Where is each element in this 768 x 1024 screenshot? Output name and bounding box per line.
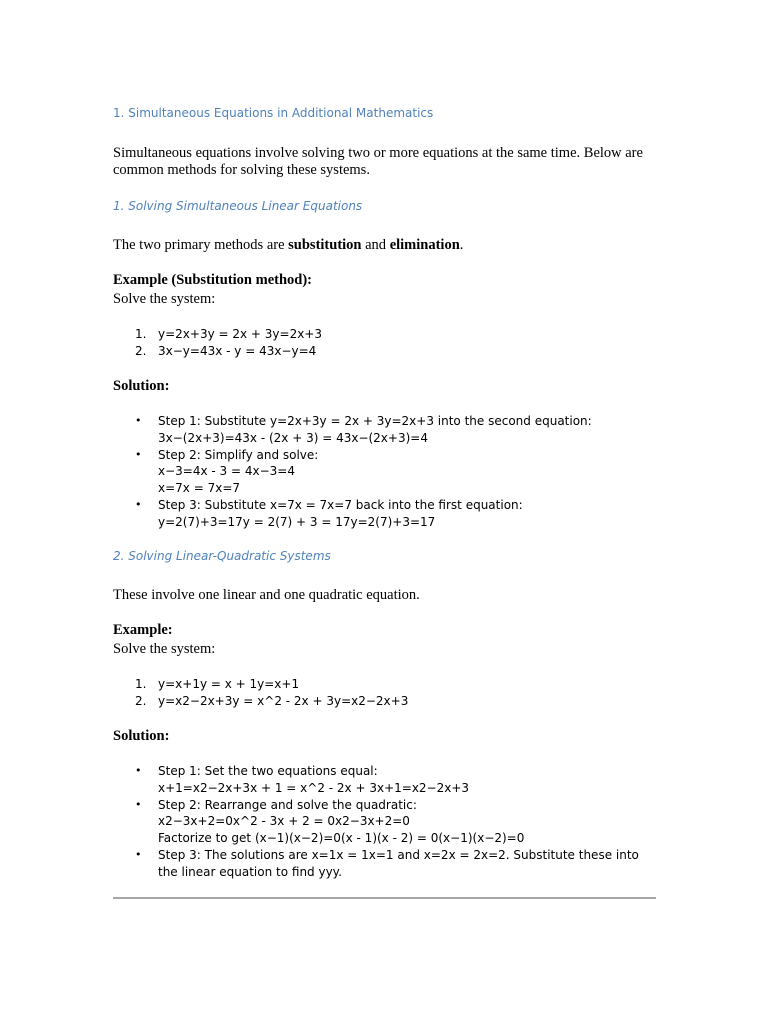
list-number: 1. bbox=[135, 677, 147, 691]
equation-text: y=x+1y = x + 1y=x+1 bbox=[158, 677, 300, 691]
document-title: 1. Simultaneous Equations in Additional Mathematics bbox=[113, 106, 434, 120]
intro-paragraph: Simultaneous equations involve solving two or more equations at the same time. Below are common methods for solving these systems. bbox=[113, 145, 643, 178]
solve1-label: Solve the system: bbox=[113, 291, 216, 307]
list-item bbox=[113, 763, 658, 797]
methods-and: and bbox=[361, 237, 390, 253]
section2-heading: 2. Solving Linear-Quadratic Systems bbox=[113, 549, 331, 563]
section2-equation-list bbox=[113, 676, 658, 710]
step-line: Factorize to get (x−1)(x−2)=0(x - 1)(x - 2) = 0(x−1)(x−2)=0 bbox=[158, 831, 525, 846]
step-line: Step 1: Set the two equations equal: bbox=[158, 764, 378, 778]
solve2-label: Solve the system: bbox=[113, 641, 216, 657]
list-item bbox=[113, 797, 658, 847]
list-item bbox=[113, 447, 658, 497]
step-line: x=7x = 7x=7 bbox=[158, 481, 241, 496]
section1-equation-list bbox=[113, 326, 658, 360]
list-item bbox=[113, 343, 658, 360]
step-line: Step 3: The solutions are x=1x = 1x=1 and x=2x = 2x=2. Substitute these into the linear equation to find yyy. bbox=[158, 847, 639, 879]
section2-steps-list bbox=[113, 763, 658, 881]
method-elimination: elimination bbox=[389, 237, 460, 253]
step-line: x−3=4x - 3 = 4x−3=4 bbox=[158, 464, 295, 479]
list-item bbox=[113, 676, 658, 693]
equation-text: y=2x+3y = 2x + 3y=2x+3 bbox=[158, 327, 323, 341]
bullet: • bbox=[135, 497, 142, 511]
bullet: • bbox=[135, 847, 142, 861]
step-line: Step 2: Simplify and solve: bbox=[158, 447, 319, 462]
step-line: 3x−(2x+3)=43x - (2x + 3) = 43x−(2x+3)=4 bbox=[158, 430, 428, 445]
example2-label: Example: bbox=[113, 622, 173, 638]
step-line: y=2(7)+3=17y = 2(7) + 3 = 17y=2(7)+3=17 bbox=[158, 514, 436, 529]
solution1-label: Solution: bbox=[113, 378, 170, 394]
bullet: • bbox=[135, 764, 142, 777]
list-number: 2. bbox=[135, 343, 147, 358]
list-item bbox=[113, 413, 658, 447]
list-item bbox=[113, 497, 658, 531]
methods-suffix: . bbox=[459, 237, 464, 253]
step-line: Step 1: Substitute y=2x+3y = 2x + 3y=2x+3 into the second equation: bbox=[158, 414, 592, 428]
equation-text: 3x−y=43x - y = 43x−y=4 bbox=[158, 343, 317, 358]
step-line: Step 3: Substitute x=7x = 7x=7 back into the first equation: bbox=[158, 497, 523, 512]
step-line: x+1=x2−2x+3x + 1 = x^2 - 2x + 3x+1=x2−2x+3 bbox=[158, 780, 470, 795]
list-number: 1. bbox=[135, 327, 147, 341]
methods-prefix: The two primary methods are bbox=[113, 237, 289, 253]
list-number: 2. bbox=[135, 693, 147, 708]
section1-heading: 1. Solving Simultaneous Linear Equations bbox=[113, 199, 363, 213]
section1-steps-list bbox=[113, 413, 658, 531]
list-item bbox=[113, 693, 658, 710]
example1-label: Example (Substitution method): bbox=[113, 272, 312, 288]
method-substitution: substitution bbox=[288, 237, 362, 253]
bullet: • bbox=[135, 447, 142, 461]
equation-text: y=x2−2x+3y = x^2 - 2x + 3y=x2−2x+3 bbox=[158, 693, 409, 708]
section2-intro: These involve one linear and one quadratic equation. bbox=[113, 587, 420, 603]
methods-paragraph bbox=[113, 237, 658, 254]
horizontal-rule bbox=[113, 897, 656, 899]
bullet: • bbox=[135, 797, 142, 811]
list-item bbox=[113, 326, 658, 343]
list-item bbox=[113, 847, 658, 881]
step-line: x2−3x+2=0x^2 - 3x + 2 = 0x2−3x+2=0 bbox=[158, 814, 410, 829]
solution2-label: Solution: bbox=[113, 728, 170, 744]
bullet: • bbox=[135, 414, 142, 427]
step-line: Step 2: Rearrange and solve the quadratic: bbox=[158, 797, 417, 812]
